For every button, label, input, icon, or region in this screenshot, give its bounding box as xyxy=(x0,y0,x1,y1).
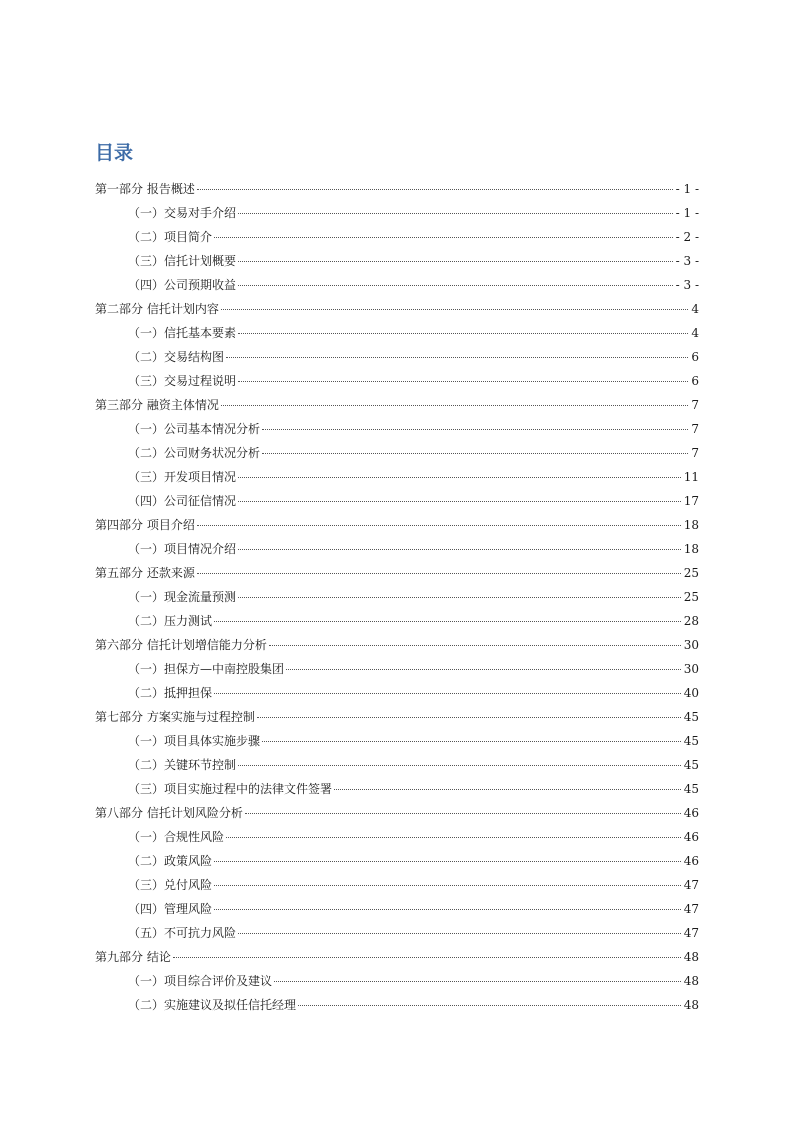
toc-entry-page-number: - 2 - xyxy=(675,230,699,244)
toc-entry-page-number: - 1 - xyxy=(675,206,699,220)
toc-entry-part[interactable] xyxy=(95,177,699,201)
toc-entry-label: （二）抵押担保 xyxy=(128,686,213,700)
toc-entry-page-number: 7 xyxy=(691,398,699,412)
toc-entry-page-number: 46 xyxy=(683,830,699,844)
toc-entry-section[interactable] xyxy=(95,681,699,705)
toc-dot-leader xyxy=(226,357,688,358)
toc-dot-leader xyxy=(262,429,688,430)
toc-entry-label: （一）项目情况介绍 xyxy=(128,542,237,556)
toc-entry-page-number: 45 xyxy=(683,758,699,772)
toc-dot-leader xyxy=(286,669,681,670)
toc-entry-section[interactable] xyxy=(95,993,699,1017)
toc-dot-leader xyxy=(214,693,681,694)
toc-entry-section[interactable] xyxy=(95,345,699,369)
toc-dot-leader xyxy=(197,525,681,526)
toc-dot-leader xyxy=(197,189,673,190)
toc-entry-label: （四）公司征信情况 xyxy=(128,494,237,508)
toc-entry-page-number: 30 xyxy=(683,662,699,676)
toc-dot-leader xyxy=(214,885,681,886)
toc-entry-part[interactable] xyxy=(95,393,699,417)
toc-dot-leader xyxy=(238,333,688,334)
toc-entry-section[interactable] xyxy=(95,657,699,681)
toc-entry-page-number: 45 xyxy=(683,734,699,748)
toc-entry-page-number: 25 xyxy=(683,590,699,604)
toc-entry-section[interactable] xyxy=(95,249,699,273)
toc-entry-part[interactable] xyxy=(95,513,699,537)
toc-dot-leader xyxy=(257,717,681,718)
toc-entry-section[interactable] xyxy=(95,489,699,513)
toc-entry-section[interactable] xyxy=(95,969,699,993)
toc-entry-page-number: 40 xyxy=(683,686,699,700)
toc-entry-section[interactable] xyxy=(95,441,699,465)
toc-entry-label: （一）公司基本情况分析 xyxy=(128,422,261,436)
toc-entry-page-number: 47 xyxy=(683,878,699,892)
toc-entry-section[interactable] xyxy=(95,897,699,921)
toc-entry-page-number: 46 xyxy=(683,854,699,868)
toc-dot-leader xyxy=(238,501,681,502)
toc-entry-section[interactable] xyxy=(95,369,699,393)
toc-dot-leader xyxy=(197,573,681,574)
toc-entry-part[interactable] xyxy=(95,945,699,969)
toc-entry-label: （一）合规性风险 xyxy=(128,830,225,844)
toc-entry-page-number: 30 xyxy=(683,638,699,652)
toc-entry-label: （二）关键环节控制 xyxy=(128,758,237,772)
toc-dot-leader xyxy=(334,789,681,790)
toc-entry-label: （二）公司财务状况分析 xyxy=(128,446,261,460)
toc-entry-section[interactable] xyxy=(95,777,699,801)
toc-entry-label: 第七部分 方案实施与过程控制 xyxy=(95,710,255,724)
toc-entry-page-number: 4 xyxy=(691,326,699,340)
toc-dot-leader xyxy=(173,957,681,958)
toc-entry-section[interactable] xyxy=(95,585,699,609)
toc-entry-section[interactable] xyxy=(95,921,699,945)
toc-entry-section[interactable] xyxy=(95,417,699,441)
toc-dot-leader xyxy=(269,645,681,646)
toc-entry-page-number: 28 xyxy=(683,614,699,628)
toc-entry-label: （二）实施建议及拟任信托经理 xyxy=(128,998,297,1012)
toc-dot-leader xyxy=(238,477,681,478)
toc-entry-label: （二）交易结构图 xyxy=(128,350,225,364)
table-of-contents xyxy=(95,177,699,1017)
toc-entry-page-number: 48 xyxy=(683,974,699,988)
toc-dot-leader xyxy=(238,765,681,766)
toc-entry-label: 第二部分 信托计划内容 xyxy=(95,302,219,316)
toc-entry-page-number: 11 xyxy=(683,470,699,484)
toc-entry-label: （一）项目具体实施步骤 xyxy=(128,734,261,748)
toc-entry-section[interactable] xyxy=(95,273,699,297)
toc-entry-page-number: - 1 - xyxy=(675,182,699,196)
toc-entry-label: （五）不可抗力风险 xyxy=(128,926,237,940)
toc-entry-label: （三）项目实施过程中的法律文件签署 xyxy=(128,782,333,796)
toc-entry-part[interactable] xyxy=(95,801,699,825)
toc-entry-section[interactable] xyxy=(95,873,699,897)
toc-entry-page-number: 18 xyxy=(683,542,699,556)
toc-dot-leader xyxy=(238,381,688,382)
toc-dot-leader xyxy=(214,621,681,622)
toc-entry-label: 第五部分 还款来源 xyxy=(95,566,195,580)
toc-entry-section[interactable] xyxy=(95,201,699,225)
toc-entry-label: 第一部分 报告概述 xyxy=(95,182,195,196)
toc-entry-section[interactable] xyxy=(95,753,699,777)
toc-entry-section[interactable] xyxy=(95,225,699,249)
toc-dot-leader xyxy=(274,981,681,982)
toc-entry-section[interactable] xyxy=(95,729,699,753)
toc-entry-label: （二）压力测试 xyxy=(128,614,213,628)
toc-entry-page-number: 6 xyxy=(691,374,699,388)
toc-entry-label: （三）兑付风险 xyxy=(128,878,213,892)
toc-entry-page-number: - 3 - xyxy=(675,254,699,268)
toc-entry-label: 第六部分 信托计划增信能力分析 xyxy=(95,638,267,652)
toc-entry-page-number: 6 xyxy=(691,350,699,364)
toc-dot-leader xyxy=(214,861,681,862)
toc-entry-part[interactable] xyxy=(95,633,699,657)
toc-entry-page-number: 46 xyxy=(683,806,699,820)
toc-dot-leader xyxy=(262,453,688,454)
toc-entry-section[interactable] xyxy=(95,609,699,633)
toc-entry-page-number: 7 xyxy=(691,422,699,436)
toc-entry-part[interactable] xyxy=(95,561,699,585)
toc-dot-leader xyxy=(238,933,681,934)
toc-entry-label: （三）开发项目情况 xyxy=(128,470,237,484)
toc-entry-label: （二）项目简介 xyxy=(128,230,213,244)
toc-dot-leader xyxy=(238,597,681,598)
toc-entry-part[interactable] xyxy=(95,297,699,321)
toc-dot-leader xyxy=(214,237,673,238)
toc-entry-label: （一）项目综合评价及建议 xyxy=(128,974,273,988)
toc-entry-page-number: 45 xyxy=(683,710,699,724)
toc-dot-leader xyxy=(238,549,681,550)
toc-entry-page-number: 17 xyxy=(683,494,699,508)
toc-entry-label: （四）管理风险 xyxy=(128,902,213,916)
toc-entry-label: 第四部分 项目介绍 xyxy=(95,518,195,532)
toc-entry-page-number: 25 xyxy=(683,566,699,580)
toc-entry-page-number: 48 xyxy=(683,950,699,964)
toc-dot-leader xyxy=(238,213,673,214)
toc-dot-leader xyxy=(238,285,673,286)
toc-entry-page-number: - 3 - xyxy=(675,278,699,292)
toc-entry-section[interactable] xyxy=(95,825,699,849)
toc-entry-label: （一）信托基本要素 xyxy=(128,326,237,340)
toc-entry-page-number: 47 xyxy=(683,902,699,916)
toc-entry-label: （三）信托计划概要 xyxy=(128,254,237,268)
toc-entry-part[interactable] xyxy=(95,705,699,729)
toc-entry-label: 第三部分 融资主体情况 xyxy=(95,398,219,412)
toc-entry-section[interactable] xyxy=(95,849,699,873)
toc-entry-label: 第九部分 结论 xyxy=(95,950,171,964)
toc-dot-leader xyxy=(226,837,681,838)
toc-dot-leader xyxy=(298,1005,681,1006)
toc-dot-leader xyxy=(214,909,681,910)
toc-entry-section[interactable] xyxy=(95,321,699,345)
toc-entry-page-number: 47 xyxy=(683,926,699,940)
toc-dot-leader xyxy=(245,813,681,814)
toc-dot-leader xyxy=(221,405,689,406)
toc-entry-page-number: 4 xyxy=(691,302,699,316)
toc-dot-leader xyxy=(262,741,681,742)
toc-dot-leader xyxy=(221,309,689,310)
toc-entry-page-number: 18 xyxy=(683,518,699,532)
toc-entry-label: （一）担保方—中南控股集团 xyxy=(128,662,285,676)
toc-entry-label: 第八部分 信托计划风险分析 xyxy=(95,806,243,820)
toc-entry-page-number: 7 xyxy=(691,446,699,460)
toc-entry-page-number: 45 xyxy=(683,782,699,796)
toc-entry-label: （一）交易对手介绍 xyxy=(128,206,237,220)
toc-entry-label: （四）公司预期收益 xyxy=(128,278,237,292)
toc-entry-page-number: 48 xyxy=(683,998,699,1012)
toc-entry-label: （二）政策风险 xyxy=(128,854,213,868)
toc-title: 目录 xyxy=(95,142,134,164)
toc-entry-label: （一）现金流量预测 xyxy=(128,590,237,604)
toc-entry-section[interactable] xyxy=(95,465,699,489)
toc-dot-leader xyxy=(238,261,673,262)
toc-entry-label: （三）交易过程说明 xyxy=(128,374,237,388)
toc-entry-section[interactable] xyxy=(95,537,699,561)
